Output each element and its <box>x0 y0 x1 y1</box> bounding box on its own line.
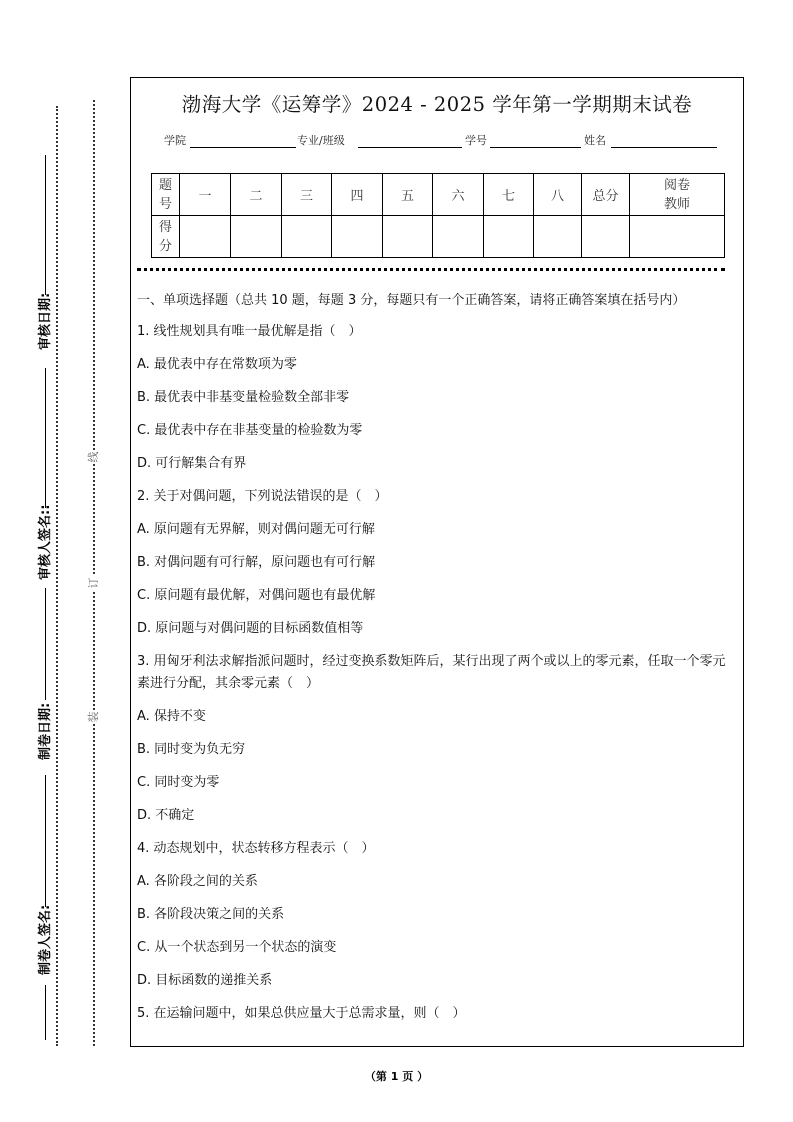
grader-cell[interactable] <box>630 216 725 258</box>
score-table <box>151 173 725 258</box>
option: A. 各阶段之间的关系 <box>137 874 258 889</box>
header-char: 分 <box>158 238 172 254</box>
question-section <box>137 290 737 1036</box>
option: B. 对偶问题有可行解，原问题也有可行解 <box>137 555 376 570</box>
signature-line <box>45 775 46 907</box>
score-cell[interactable] <box>282 216 332 258</box>
column-header: 七 <box>484 174 534 216</box>
option: B. 最优表中非基变量检验数全部非零 <box>137 390 350 405</box>
paper-date-label: 制卷日期: <box>38 702 53 760</box>
option: D. 目标函数的递推关系 <box>137 973 273 988</box>
page-number: （第 1 页 ） <box>364 1070 429 1083</box>
grader-header <box>630 174 725 216</box>
option: C. 同时变为零 <box>137 775 220 790</box>
name-label: 姓名 <box>584 134 606 147</box>
header-char: 阅卷 <box>663 177 690 193</box>
question-number-header <box>152 174 180 216</box>
score-cell[interactable] <box>332 216 383 258</box>
cut-mark-ding: 订 <box>87 577 100 589</box>
question-stem: 2. 关于对偶问题，下列说法错误的是（ ） <box>137 489 388 504</box>
college-label: 学院 <box>164 134 186 147</box>
score-cell[interactable] <box>433 216 484 258</box>
option: B. 各阶段决策之间的关系 <box>137 907 285 922</box>
column-header: 二 <box>231 174 282 216</box>
signature-line <box>45 985 46 1040</box>
option: D. 原问题与对偶问题的目标函数值相等 <box>137 621 364 636</box>
question-stem: 4. 动态规划中，状态转移方程表示（ ） <box>137 841 375 856</box>
option: D. 不确定 <box>137 808 195 823</box>
section-heading: 一、单项选择题（总共 10 题，每题 3 分，每题只有一个正确答案，请将正确答案填在括号内） <box>137 293 686 308</box>
signature-line <box>45 155 46 295</box>
review-date-label: 审核日期: <box>38 292 53 350</box>
option: D. 可行解集合有界 <box>137 456 247 471</box>
option: A. 保持不变 <box>137 709 206 724</box>
option: A. 原问题有无界解，则对偶问题无可行解 <box>137 522 375 537</box>
header-char: 题 <box>158 177 172 193</box>
name-field[interactable] <box>611 147 717 148</box>
score-cell[interactable] <box>383 216 433 258</box>
option: C. 最优表中存在非基变量的检验数为零 <box>137 423 363 438</box>
score-cell[interactable] <box>484 216 534 258</box>
college-field[interactable] <box>190 147 296 148</box>
column-header: 八 <box>534 174 582 216</box>
score-table-score-row <box>152 216 725 258</box>
total-score-header: 总分 <box>582 174 630 216</box>
header-char: 教师 <box>663 196 690 212</box>
signature-line <box>45 588 46 700</box>
cut-mark-zhuang: 装 <box>87 711 100 723</box>
option: A. 最优表中存在常数项为零 <box>137 357 297 372</box>
option: C. 从一个状态到另一个状态的演变 <box>137 940 337 955</box>
binding-dotted-line-outer <box>93 100 95 1046</box>
exam-title: 渤海大学《运筹学》2024 - 2025 学年第一学期期末试卷 <box>181 93 693 116</box>
dotted-divider <box>137 268 725 271</box>
option: C. 原问题有最优解，对偶问题也有最优解 <box>137 588 376 603</box>
column-header: 六 <box>433 174 484 216</box>
column-header: 一 <box>180 174 231 216</box>
question-stem: 1. 线性规划具有唯一最优解是指（ ） <box>137 324 362 339</box>
column-header: 四 <box>332 174 383 216</box>
paper-maker-signature-label: 制卷人签名: <box>38 904 53 975</box>
total-score-cell[interactable] <box>582 216 630 258</box>
question-stem: 5. 在运输问题中，如果总供应量大于总需求量，则（ ） <box>137 1006 466 1021</box>
score-cell[interactable] <box>534 216 582 258</box>
student-id-field[interactable] <box>490 147 581 148</box>
student-id-label: 学号 <box>465 134 487 147</box>
major-class-label: 专业/班级 <box>297 134 345 147</box>
option: B. 同时变为负无穷 <box>137 742 246 757</box>
signature-line <box>45 368 46 508</box>
header-char: 号 <box>158 196 172 212</box>
binding-dotted-line-inner <box>56 106 58 1046</box>
exam-frame <box>130 77 744 1047</box>
score-cell[interactable] <box>231 216 282 258</box>
column-header: 五 <box>383 174 433 216</box>
score-cell[interactable] <box>180 216 231 258</box>
score-row-header <box>152 216 180 258</box>
major-class-field[interactable] <box>358 147 462 148</box>
column-header: 三 <box>282 174 332 216</box>
cut-mark-xian: 线 <box>87 451 100 463</box>
reviewer-signature-label: 审核人签名:: <box>38 504 53 580</box>
question-stem: 3. 用匈牙利法求解指派问题时，经过变换系数矩阵后，某行出现了两个或以上的零元素，任取一个零元素进行分配，其余零元素（ ） <box>137 654 726 691</box>
header-char: 得 <box>158 219 172 235</box>
score-table-header-row <box>152 174 725 216</box>
